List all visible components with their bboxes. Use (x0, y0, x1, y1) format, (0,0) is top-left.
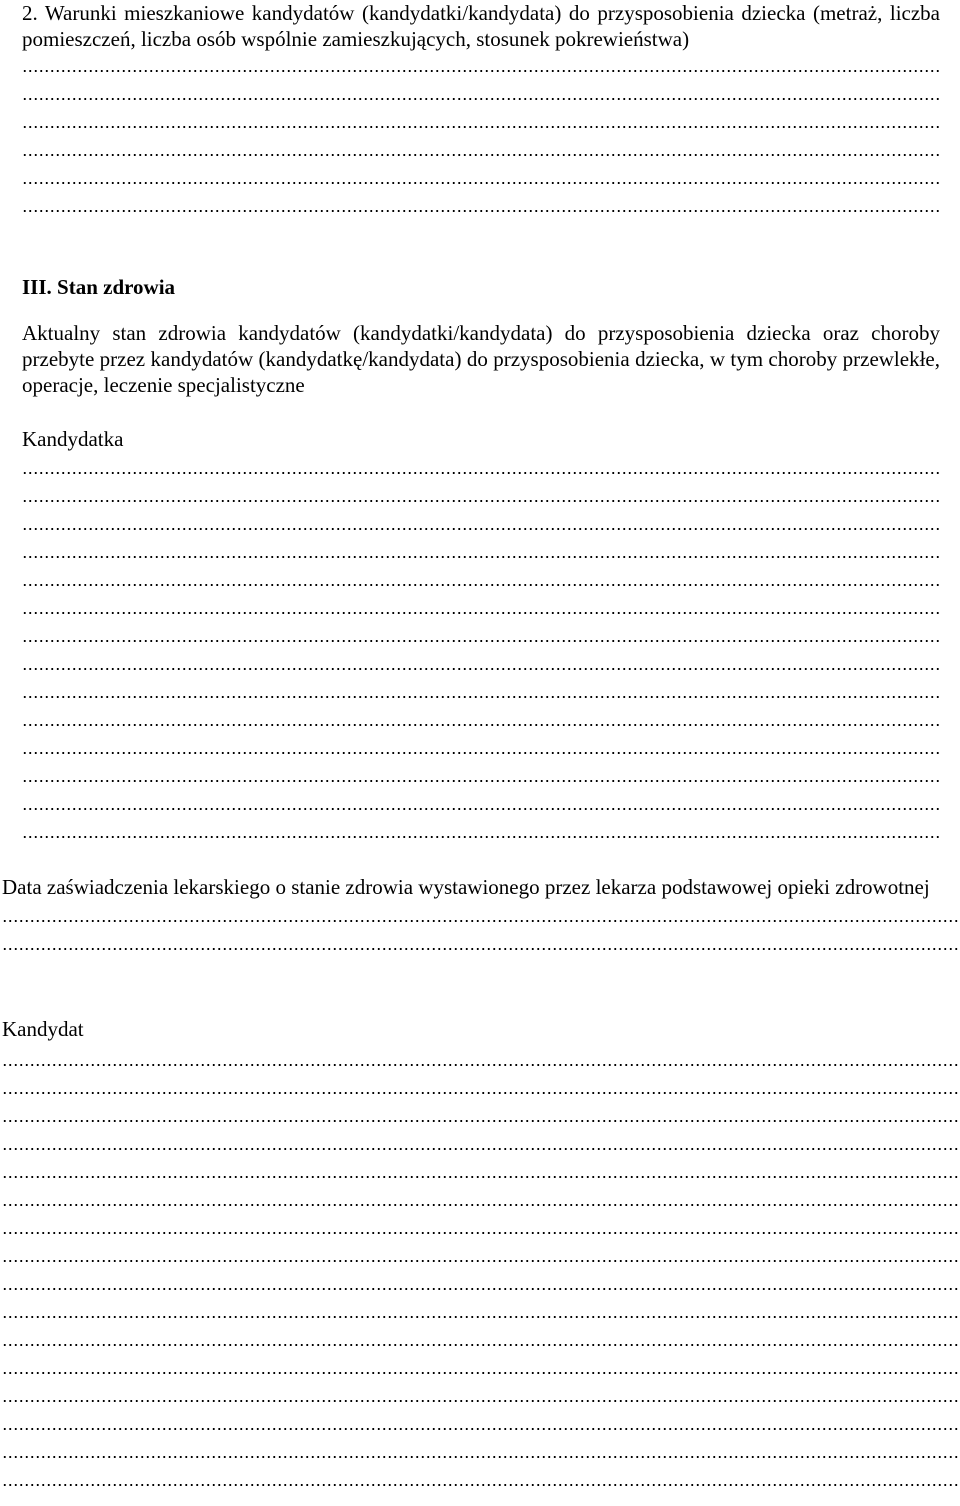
section-housing (22, 0, 940, 218)
answer-line[interactable] (2, 1464, 960, 1492)
answer-line[interactable] (2, 1296, 960, 1324)
answer-line[interactable] (2, 928, 960, 956)
answer-line[interactable] (2, 1324, 960, 1352)
answer-line[interactable] (22, 162, 940, 190)
answer-line[interactable] (2, 1128, 960, 1156)
answer-line[interactable] (22, 816, 940, 844)
candidate-male-block (2, 1016, 960, 1492)
answer-line[interactable] (2, 1184, 960, 1212)
answer-line[interactable] (22, 134, 940, 162)
answer-line[interactable] (2, 1380, 960, 1408)
answer-line[interactable] (22, 536, 940, 564)
answer-line[interactable] (22, 704, 940, 732)
answer-line[interactable] (2, 1044, 960, 1072)
answer-line[interactable] (22, 564, 940, 592)
answer-line[interactable] (2, 1212, 960, 1240)
housing-answer-lines[interactable] (22, 50, 940, 218)
answer-line[interactable] (2, 1100, 960, 1128)
answer-line[interactable] (2, 1436, 960, 1464)
candidate-female-label: Kandydatka (22, 427, 124, 451)
certificate-block (2, 874, 960, 956)
answer-line[interactable] (22, 760, 940, 788)
answer-line[interactable] (2, 1156, 960, 1184)
candidate-male-answer-lines[interactable] (2, 1044, 960, 1492)
answer-line[interactable] (22, 50, 940, 78)
answer-line[interactable] (22, 732, 940, 760)
certificate-answer-lines[interactable] (2, 900, 960, 956)
candidate-male-label: Kandydat (2, 1017, 84, 1041)
answer-line[interactable] (2, 1268, 960, 1296)
answer-line[interactable] (22, 620, 940, 648)
health-description-block (22, 320, 940, 398)
section-heading: III. Stan zdrowia (22, 275, 176, 299)
answer-line[interactable] (2, 1072, 960, 1100)
answer-line[interactable] (22, 788, 940, 816)
answer-line[interactable] (2, 1352, 960, 1380)
certificate-label: Data zaświadczenia lekarskiego o stanie zdrowia wystawionego przez lekarza podstawowej opieki zdrowotnej (2, 875, 930, 899)
answer-line[interactable] (22, 106, 940, 134)
candidate-female-block (22, 426, 940, 844)
answer-line[interactable] (2, 1408, 960, 1436)
housing-question: 2. Warunki mieszkaniowe kandydatów (kandydatki/kandydata) do przysposobienia dziecka (metraż, liczba pomieszczeń, liczba osób wspólnie zamieszkujących, stosunek pokrewieństwa) (22, 1, 940, 51)
health-description: Aktualny stan zdrowia kandydatów (kandydatki/kandydata) do przysposobienia dziecka oraz choroby przebyte przez kandydatów (kandydatkę/kandydata) do przysposobienia dziecka, w tym choroby przewlekłe, operacje, leczenie specjalistyczne (22, 321, 940, 397)
answer-line[interactable] (22, 480, 940, 508)
answer-line[interactable] (22, 508, 940, 536)
answer-line[interactable] (22, 648, 940, 676)
answer-line[interactable] (2, 1240, 960, 1268)
section-health (22, 274, 940, 300)
answer-line[interactable] (22, 452, 940, 480)
answer-line[interactable] (22, 676, 940, 704)
candidate-female-answer-lines[interactable] (22, 452, 940, 844)
answer-line[interactable] (2, 900, 960, 928)
answer-line[interactable] (22, 78, 940, 106)
answer-line[interactable] (22, 592, 940, 620)
answer-line[interactable] (22, 190, 940, 218)
